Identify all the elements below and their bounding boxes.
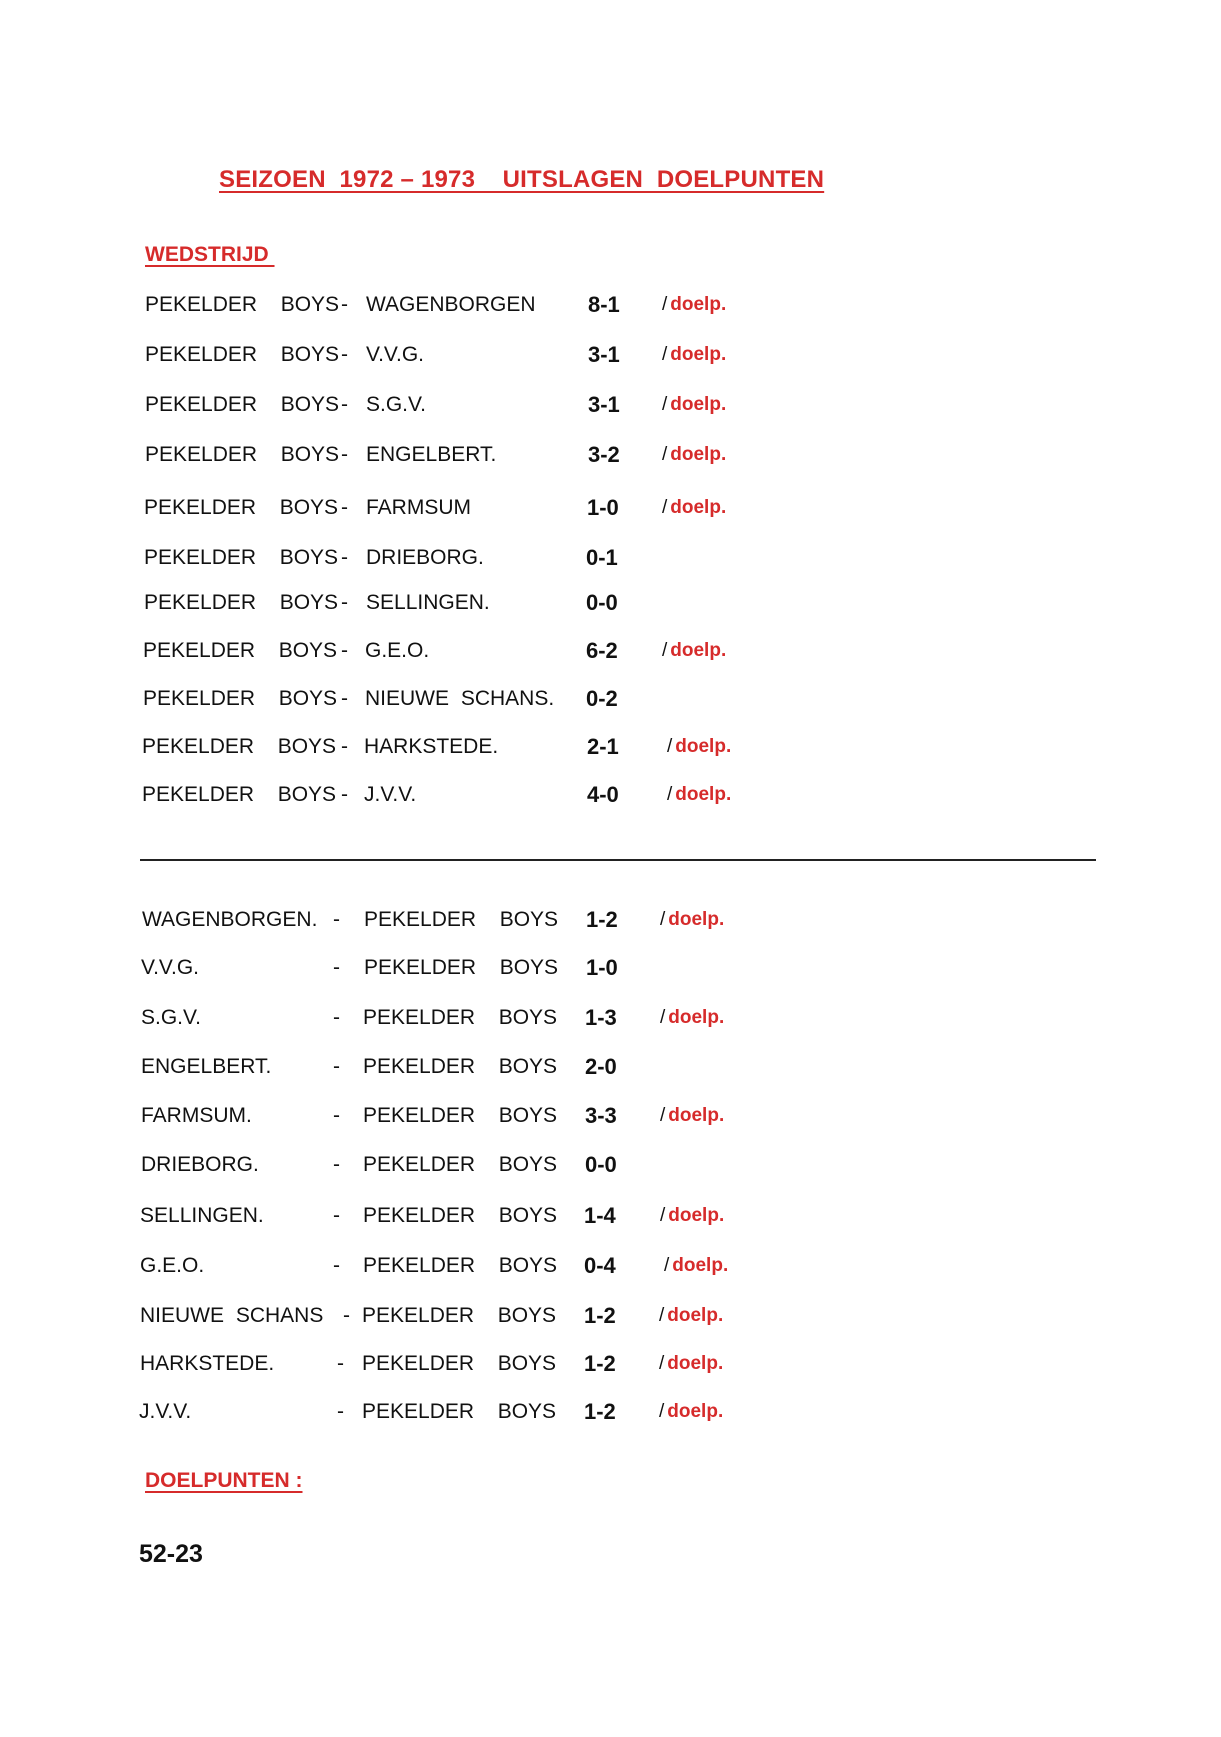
match-score: 1-2 <box>584 1303 616 1328</box>
match-row <box>0 1201 1221 1231</box>
match-away-team: G.E.O. <box>365 639 430 662</box>
note-doelp: doelp. <box>667 1305 724 1326</box>
match-score: 0-4 <box>584 1253 616 1278</box>
match-separator: - <box>337 1352 344 1375</box>
match-home-team: HARKSTEDE. <box>140 1352 275 1375</box>
match-row <box>0 1150 1221 1180</box>
match-separator: - <box>333 1055 340 1078</box>
match-goals-note <box>662 636 726 666</box>
match-row <box>0 290 1221 320</box>
match-away-team: PEKELDER BOYS <box>362 1304 557 1327</box>
match-separator: - <box>337 1400 344 1423</box>
match-goals-note <box>660 905 724 935</box>
match-home-team: PEKELDER BOYS <box>144 591 339 614</box>
match-separator: - <box>341 496 348 519</box>
page-title: SEIZOEN 1972 – 1973 UITSLAGEN DOELPUNTEN <box>219 166 825 193</box>
match-separator: - <box>341 687 348 710</box>
match-score: 4-0 <box>587 782 619 807</box>
match-score: 8-1 <box>588 292 620 317</box>
match-separator: - <box>341 393 348 416</box>
match-row <box>0 1301 1221 1331</box>
match-away-team: PEKELDER BOYS <box>363 1055 558 1078</box>
match-goals-note <box>667 780 731 810</box>
match-score: 3-3 <box>585 1103 617 1128</box>
note-doelp: doelp. <box>672 1255 729 1276</box>
match-home-team: PEKELDER BOYS <box>143 639 338 662</box>
match-away-team: PEKELDER BOYS <box>363 1006 558 1029</box>
match-home-team: SELLINGEN. <box>140 1204 264 1227</box>
note-slash: / <box>667 736 673 757</box>
note-doelp: doelp. <box>670 394 727 415</box>
note-doelp: doelp. <box>675 736 732 757</box>
match-home-team: PEKELDER BOYS <box>145 393 340 416</box>
note-doelp: doelp. <box>667 1401 724 1422</box>
match-goals-note <box>667 732 731 762</box>
match-goals-note <box>662 440 726 470</box>
match-home-team: S.G.V. <box>141 1006 201 1029</box>
match-score: 1-2 <box>584 1399 616 1424</box>
match-home-team: V.V.G. <box>141 956 199 979</box>
match-away-team: PEKELDER BOYS <box>363 1153 558 1176</box>
match-separator: - <box>341 735 348 758</box>
match-row <box>0 732 1221 762</box>
note-doelp: doelp. <box>668 909 725 930</box>
note-slash: / <box>662 344 668 365</box>
section-heading-wedstrijd: WEDSTRIJD <box>145 243 275 266</box>
note-doelp: doelp. <box>670 294 727 315</box>
match-row <box>0 1251 1221 1281</box>
match-score: 3-2 <box>588 442 620 467</box>
note-slash: / <box>659 1305 665 1326</box>
match-row <box>0 780 1221 810</box>
match-home-team: PEKELDER BOYS <box>145 443 340 466</box>
match-away-team: PEKELDER BOYS <box>362 1400 557 1423</box>
match-row <box>0 588 1221 618</box>
match-goals-note <box>662 290 726 320</box>
match-home-team: PEKELDER BOYS <box>144 496 339 519</box>
match-score: 1-0 <box>587 495 619 520</box>
match-home-team: PEKELDER BOYS <box>145 343 340 366</box>
match-goals-note <box>660 1101 724 1131</box>
match-row <box>0 1003 1221 1033</box>
note-slash: / <box>664 1255 670 1276</box>
note-slash: / <box>660 1105 666 1126</box>
section-divider <box>140 859 1096 861</box>
match-away-team: S.G.V. <box>366 393 426 416</box>
match-home-team: G.E.O. <box>140 1254 205 1277</box>
match-away-team: HARKSTEDE. <box>364 735 499 758</box>
match-home-team: PEKELDER BOYS <box>145 293 340 316</box>
match-row <box>0 1397 1221 1427</box>
match-separator: - <box>333 1153 340 1176</box>
match-away-team: PEKELDER BOYS <box>362 1352 557 1375</box>
match-away-team: WAGENBORGEN <box>366 293 536 316</box>
match-home-team: PEKELDER BOYS <box>142 783 337 806</box>
section-heading-doelpunten: DOELPUNTEN : <box>145 1469 303 1492</box>
match-away-team: PEKELDER BOYS <box>363 1254 558 1277</box>
match-score: 6-2 <box>586 638 618 663</box>
match-away-team: SELLINGEN. <box>366 591 490 614</box>
match-separator: - <box>341 546 348 569</box>
match-separator: - <box>333 1006 340 1029</box>
match-away-team: J.V.V. <box>364 783 417 806</box>
match-away-team: PEKELDER BOYS <box>363 1204 558 1227</box>
match-home-team: WAGENBORGEN. <box>142 908 318 931</box>
note-doelp: doelp. <box>675 784 732 805</box>
match-away-team: DRIEBORG. <box>366 546 484 569</box>
match-row <box>0 440 1221 470</box>
match-score: 1-2 <box>586 907 618 932</box>
match-row <box>0 493 1221 523</box>
match-separator: - <box>341 293 348 316</box>
note-slash: / <box>662 444 668 465</box>
note-doelp: doelp. <box>670 344 727 365</box>
note-slash: / <box>662 640 668 661</box>
goals-total: 52-23 <box>139 1540 203 1568</box>
note-doelp: doelp. <box>670 497 727 518</box>
note-doelp: doelp. <box>668 1205 725 1226</box>
match-score: 3-1 <box>588 392 620 417</box>
match-away-team: PEKELDER BOYS <box>363 1104 558 1127</box>
match-home-team: PEKELDER BOYS <box>142 735 337 758</box>
match-home-team: ENGELBERT. <box>141 1055 272 1078</box>
match-goals-note <box>659 1349 723 1379</box>
match-score: 1-0 <box>586 955 618 980</box>
note-slash: / <box>660 1205 666 1226</box>
note-doelp: doelp. <box>668 1007 725 1028</box>
match-away-team: FARMSUM <box>366 496 471 519</box>
note-slash: / <box>659 1401 665 1422</box>
match-home-team: NIEUWE SCHANS <box>140 1304 324 1327</box>
note-slash: / <box>662 394 668 415</box>
match-away-team: PEKELDER BOYS <box>364 956 559 979</box>
match-row <box>0 340 1221 370</box>
note-doelp: doelp. <box>668 1105 725 1126</box>
match-goals-note <box>662 493 726 523</box>
match-home-team: DRIEBORG. <box>141 1153 259 1176</box>
match-separator: - <box>333 1204 340 1227</box>
match-score: 0-0 <box>586 590 618 615</box>
match-row <box>0 636 1221 666</box>
match-goals-note <box>664 1251 728 1281</box>
match-away-team: V.V.G. <box>366 343 424 366</box>
match-row <box>0 390 1221 420</box>
note-slash: / <box>662 497 668 518</box>
match-home-team: J.V.V. <box>139 1400 192 1423</box>
match-row <box>0 1101 1221 1131</box>
match-separator: - <box>333 908 340 931</box>
match-score: 1-3 <box>585 1005 617 1030</box>
match-row <box>0 953 1221 983</box>
match-goals-note <box>660 1003 724 1033</box>
note-doelp: doelp. <box>670 444 727 465</box>
match-home-team: PEKELDER BOYS <box>143 687 338 710</box>
match-separator: - <box>341 639 348 662</box>
match-score: 0-2 <box>586 686 618 711</box>
match-goals-note <box>659 1301 723 1331</box>
note-slash: / <box>660 909 666 930</box>
match-row <box>0 1349 1221 1379</box>
match-score: 2-1 <box>587 734 619 759</box>
match-separator: - <box>341 343 348 366</box>
match-away-team: PEKELDER BOYS <box>364 908 559 931</box>
match-separator: - <box>341 443 348 466</box>
match-separator: - <box>341 591 348 614</box>
match-away-team: NIEUWE SCHANS. <box>365 687 555 710</box>
note-doelp: doelp. <box>670 640 727 661</box>
note-slash: / <box>660 1007 666 1028</box>
match-score: 3-1 <box>588 342 620 367</box>
match-row <box>0 684 1221 714</box>
match-score: 1-2 <box>584 1351 616 1376</box>
match-score: 0-1 <box>586 545 618 570</box>
note-slash: / <box>659 1353 665 1374</box>
match-goals-note <box>660 1201 724 1231</box>
note-slash: / <box>667 784 673 805</box>
match-score: 1-4 <box>584 1203 616 1228</box>
match-score: 2-0 <box>585 1054 617 1079</box>
match-goals-note <box>659 1397 723 1427</box>
match-separator: - <box>333 1254 340 1277</box>
match-row <box>0 905 1221 935</box>
note-slash: / <box>662 294 668 315</box>
match-goals-note <box>662 340 726 370</box>
match-row <box>0 543 1221 573</box>
match-separator: - <box>343 1304 350 1327</box>
match-home-team: FARMSUM. <box>141 1104 252 1127</box>
note-doelp: doelp. <box>667 1353 724 1374</box>
match-separator: - <box>341 783 348 806</box>
match-separator: - <box>333 1104 340 1127</box>
match-goals-note <box>662 390 726 420</box>
match-away-team: ENGELBERT. <box>366 443 497 466</box>
match-separator: - <box>333 956 340 979</box>
match-score: 0-0 <box>585 1152 617 1177</box>
match-home-team: PEKELDER BOYS <box>144 546 339 569</box>
match-row <box>0 1052 1221 1082</box>
